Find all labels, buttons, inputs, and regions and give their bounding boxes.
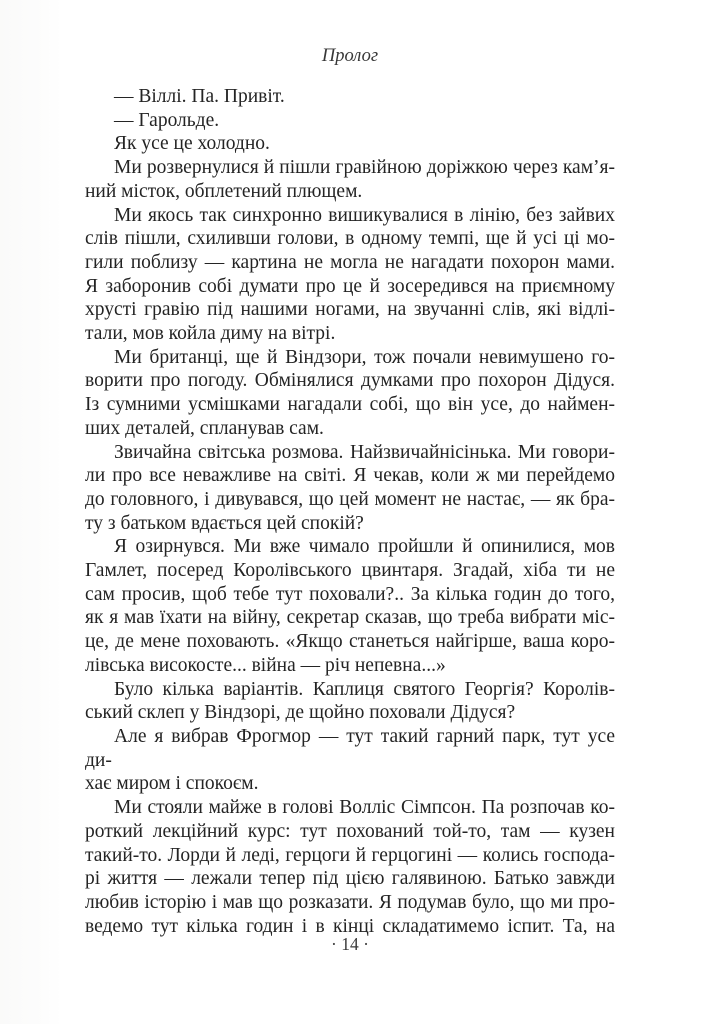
text-line: Ми стояли майже в голові Волліс Сімпсон. Па розпочав ко- <box>114 797 615 819</box>
text-line: ли про все неважливе на світі. Я чекав, коли ж ми перейдемо <box>85 465 615 487</box>
text-line: Але я вибрав Фрогмор — тут такий гарний парк, тут усе ди- <box>85 725 615 771</box>
text-line: рі життя — лежали тепер під цією галявиною. Батько завжди <box>85 868 615 890</box>
body-text-block <box>85 85 615 938</box>
text-line: Я заборонив собі думати про це й зосередився на приємному <box>85 275 615 297</box>
text-line: Гамлет, посеред Королівського цвинтаря. Згадай, хіба ти не <box>85 560 615 582</box>
paragraph <box>85 441 615 536</box>
paragraph <box>85 204 615 346</box>
text-line: Як усе це холодно. <box>114 133 270 155</box>
text-line: такий-то. Лорди й леді, герцоги й герцогині — колись господа- <box>85 844 615 866</box>
text-line: ших деталей, спланував сам. <box>85 417 324 439</box>
paragraph <box>85 535 615 677</box>
text-line: ту з батьком вдається цей спокій? <box>85 512 364 534</box>
text-line: — Гарольде. <box>114 109 220 131</box>
text-line: Із сумними усмішками нагадали собі, що він усе, до наймен- <box>85 394 615 416</box>
text-line: лівська високосте... війна — річ непевна...» <box>85 654 446 676</box>
text-line: це, де мене поховають. «Якщо станеться найгірше, ваша коро- <box>85 631 615 653</box>
text-line: до головного, і дивувався, що цей момент не настає, — як бра- <box>85 488 615 510</box>
text-line: хає миром і спокоєм. <box>85 773 259 795</box>
paragraph <box>85 678 615 725</box>
text-line: сам просив, щоб тебе тут поховали?.. За кілька годин до того, <box>85 583 615 605</box>
paragraph <box>85 132 615 156</box>
text-line: Ми якось так синхронно вишикувалися в лінію, без зайвих <box>114 204 615 226</box>
text-line: ський склеп у Віндзорі, де щойно поховали Дідуся? <box>85 702 516 724</box>
text-line: Я озирнувся. Ми вже чимало пройшли й опинилися, мов <box>114 536 615 558</box>
chapter-running-head: Пролог <box>321 46 379 66</box>
text-line: любив історію і мав що розказати. Я подумав було, що ми про- <box>85 891 615 913</box>
text-line: слів пішли, схиливши голови, в одному темпі, ще й усі ці мо- <box>85 228 615 250</box>
text-line: — Віллі. Па. Привіт. <box>114 86 285 107</box>
paragraph <box>85 156 615 203</box>
text-line: хрусті гравію під нашими ногами, на звучанні слів, які відлі- <box>85 299 615 321</box>
paragraph <box>85 109 615 133</box>
text-line: ворити про погоду. Обмінялися думками про похорон Дідуся. <box>85 370 615 392</box>
text-line: ний місток, обплетений плющем. <box>85 180 363 202</box>
text-line: Було кілька варіантів. Каплиця святого Георгія? Королів- <box>114 678 615 700</box>
paragraph <box>85 346 615 441</box>
paragraph <box>85 796 615 938</box>
text-line: тали, мов койла диму на вітрі. <box>85 323 336 345</box>
text-line: Звичайна світська розмова. Найзвичайнісінька. Ми говори- <box>114 441 615 463</box>
paragraph <box>85 725 615 796</box>
text-line: ведемо тут кілька годин і в кінці складатимемо іспит. Та, на <box>85 915 615 937</box>
text-line: як я мав їхати на війну, секретар сказав, що треба вибрати міс- <box>85 607 615 629</box>
text-line: гили поблизу — картина не могла не нагадати похорон мами. <box>85 251 615 273</box>
text-line: Ми розвернулися й пішли гравійною доріжкою через кам’я- <box>114 157 615 179</box>
page-number: · 14 · <box>331 934 369 954</box>
text-line: роткий лекційний курс: тут похований той-то, там — кузен <box>85 820 615 842</box>
paragraph <box>85 85 615 109</box>
text-line: Ми британці, ще й Віндзори, тож почали невимушено го- <box>114 346 615 368</box>
